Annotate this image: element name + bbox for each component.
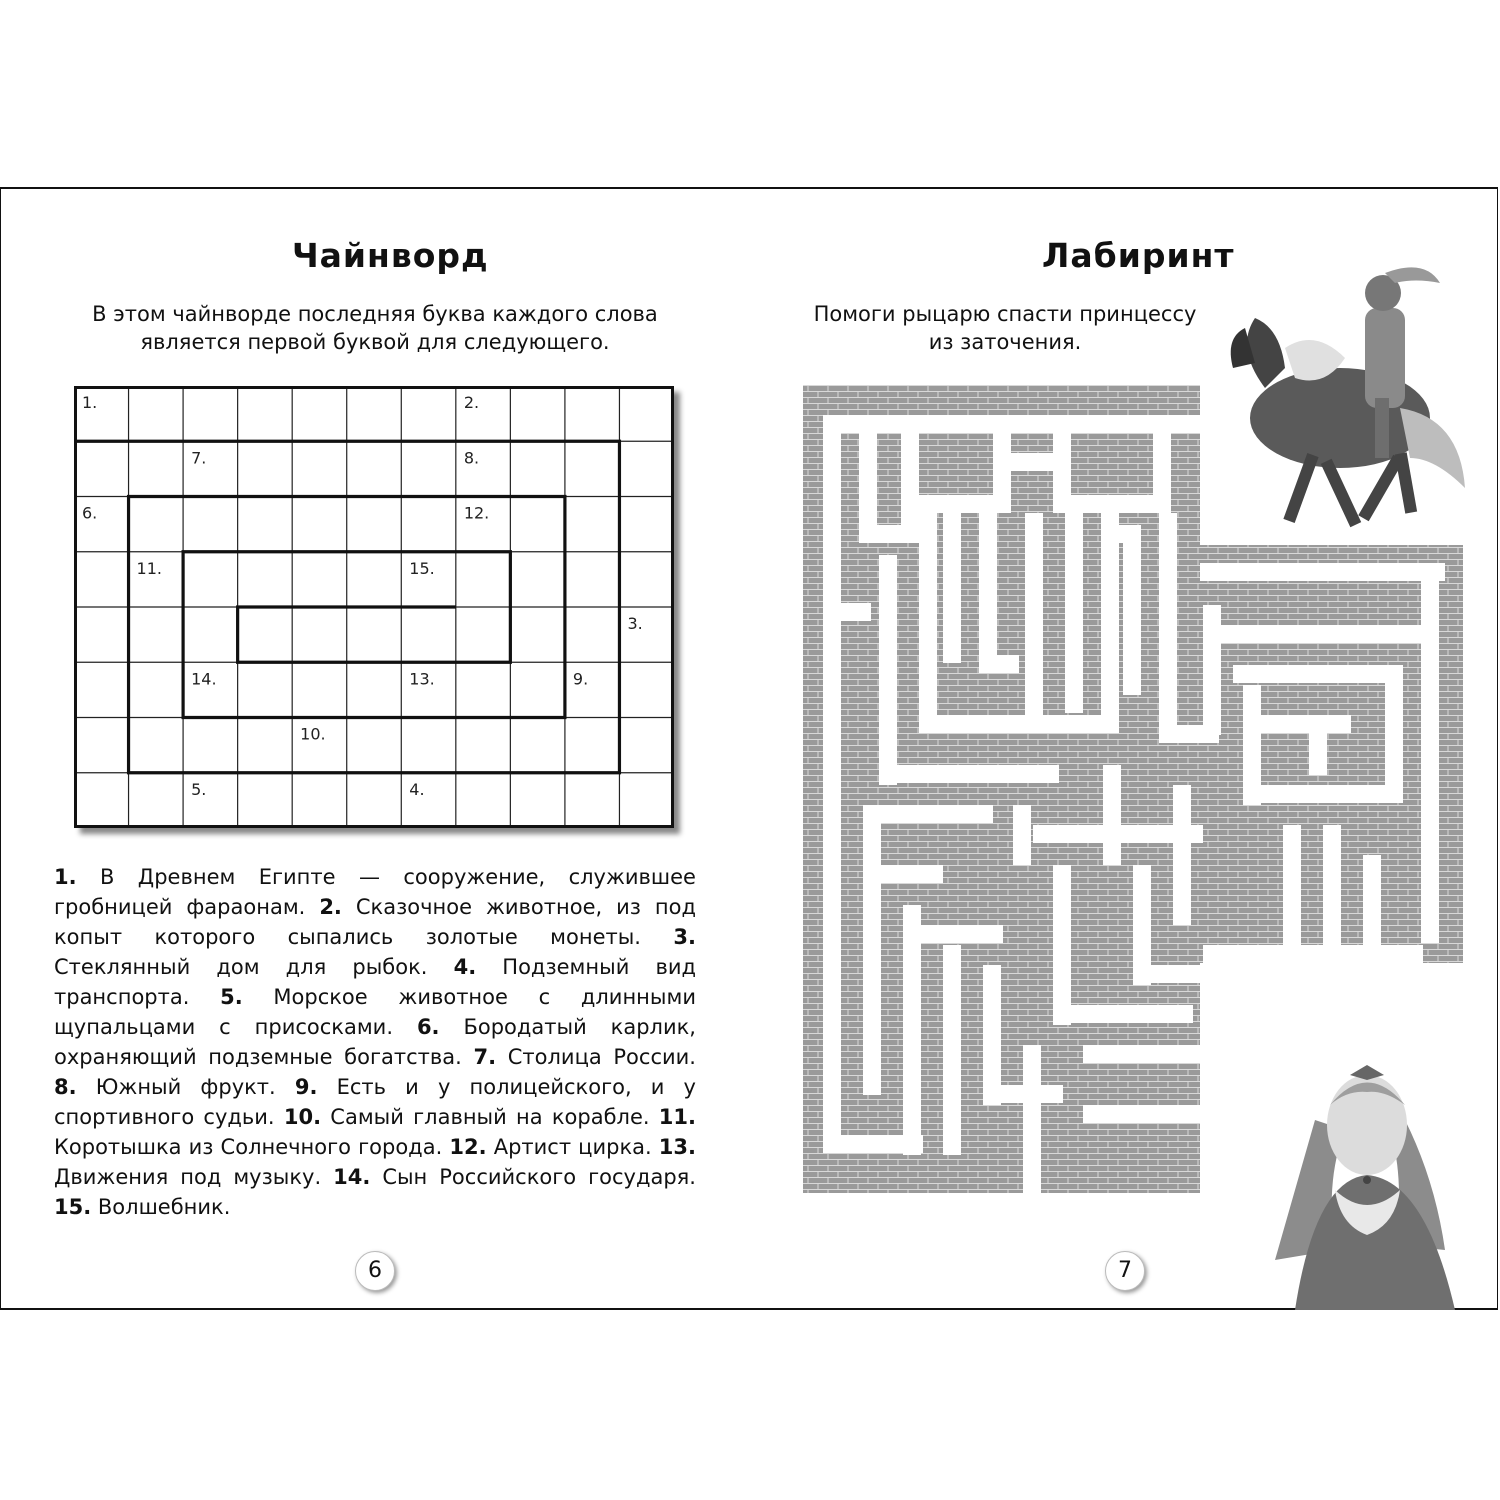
- page-number-right: 7: [1105, 1251, 1145, 1291]
- page-number-left: 6: [355, 1251, 395, 1291]
- clue-number: 2.: [319, 895, 342, 919]
- grid-number-label: 2.: [463, 393, 480, 412]
- clue-number: 9.: [294, 1075, 318, 1099]
- clue-text: Сказочное животное, из под копыт которого сыпались золотые монеты.: [54, 895, 696, 949]
- clue-text: В Древнем Египте — сооружение, служившее гробницей фараонам.: [54, 865, 696, 919]
- maze-intro-line1: Помоги рыцарю спасти принцессу: [813, 302, 1197, 326]
- grid-number-label: 6.: [82, 503, 98, 523]
- knight-on-horse-illustration: [1225, 258, 1475, 538]
- clue-number: 13.: [658, 1135, 696, 1159]
- grid-number-label: 1.: [82, 393, 98, 412]
- maze-intro-line2: из заточения.: [928, 330, 1082, 354]
- grid-number-label: 11.: [136, 558, 162, 578]
- grid-number-label: 15.: [409, 558, 435, 578]
- chainword-clues: [54, 862, 696, 1222]
- grid-number-label: 13.: [409, 669, 435, 689]
- grid-number-label: 8.: [463, 448, 480, 468]
- grid-number-label: 5.: [191, 779, 207, 799]
- clue-number: 4.: [453, 955, 477, 979]
- clue-text: Морское животное с длинными щупальцами с присосками.: [54, 985, 696, 1039]
- chainword-title: Чайнворд: [292, 236, 489, 275]
- grid-number-label: 14.: [191, 669, 217, 689]
- grid-number-label: 7.: [191, 448, 207, 468]
- grid-number-label: 3.: [627, 614, 643, 633]
- clue-text: Бородатый карлик, охраняющий подземные богатства.: [54, 1015, 696, 1069]
- chainword-intro-line1: В этом чайнворде последняя буква каждого слова: [92, 302, 658, 326]
- chainword-grid: [74, 386, 674, 828]
- clue-number: 14.: [333, 1165, 371, 1189]
- maze-title: Лабиринт: [1042, 236, 1235, 275]
- chainword-intro-line2: является первой буквой для следующего.: [140, 330, 610, 354]
- clue-text: Сын Российского государя.: [382, 1165, 696, 1189]
- clue-text: Артист цирка.: [493, 1135, 652, 1159]
- chainword-intro: [60, 300, 690, 356]
- grid-number-label: 12.: [463, 503, 490, 523]
- grid-number-label: 4.: [409, 779, 425, 799]
- clue-text: Движения под музыку.: [54, 1165, 322, 1189]
- clue-number: 6.: [416, 1015, 440, 1039]
- clue-number: 12.: [449, 1135, 487, 1159]
- clue-number: 10.: [283, 1105, 322, 1129]
- clue-text: Столица России.: [507, 1045, 696, 1069]
- maze-intro: [790, 300, 1220, 356]
- clue-text: Волшебник.: [97, 1195, 231, 1219]
- clue-text: Южный фрукт.: [95, 1075, 276, 1099]
- clue-text: Самый главный на корабле.: [330, 1105, 650, 1129]
- grid-number-label: 9.: [572, 669, 589, 689]
- clue-number: 3.: [673, 925, 696, 949]
- clue-text: Коротышка из Солнечного города.: [54, 1135, 443, 1159]
- clue-number: 15.: [54, 1195, 92, 1219]
- grid-number-label: 10.: [300, 724, 326, 744]
- clue-text: Есть и у полицейского, и у спортивного судьи.: [54, 1075, 696, 1129]
- princess-illustration: [1255, 1060, 1498, 1310]
- clue-number: 1.: [54, 865, 77, 889]
- clue-number: 7.: [473, 1045, 497, 1069]
- clue-number: 5.: [220, 985, 243, 1009]
- clue-text: Стеклянный дом для рыбок.: [54, 955, 428, 979]
- clue-number: 8.: [54, 1075, 77, 1099]
- clue-number: 11.: [658, 1105, 696, 1129]
- chainword-grid-svg: [74, 386, 674, 828]
- clue-text: Подземный вид транспорта.: [54, 955, 697, 1009]
